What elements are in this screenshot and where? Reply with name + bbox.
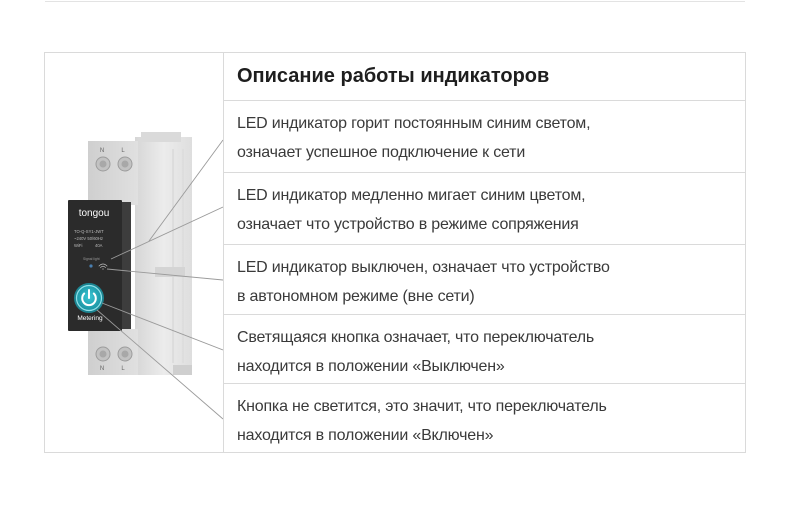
upper-terminal-label-l: L — [121, 148, 125, 154]
upper-terminal-label-n: N — [99, 148, 105, 154]
voltage-rating: ~240V 50/60Hz — [74, 236, 103, 241]
indicator-row-5 — [224, 384, 745, 452]
brand-logo: tongou — [78, 208, 110, 219]
row-5-line-1: Кнопка не светится, это значит, что переключатель — [237, 398, 607, 415]
row-2-line-1: LED индикатор медленно мигает синим цветом, — [237, 187, 586, 204]
upper-terminal-block — [88, 141, 138, 205]
device-top-hump — [141, 132, 181, 142]
front-cover-side — [122, 202, 131, 329]
row-1-line-2: означает успешное подключение к сети — [237, 144, 526, 161]
row-3-line-2: в автономном режиме (вне сети) — [237, 288, 475, 305]
page-title: Описание работы индикаторов — [237, 65, 550, 87]
wifi-label: WiFi — [74, 243, 83, 248]
device-bottom-notch — [173, 365, 192, 375]
lower-screw-n-hole — [100, 351, 107, 358]
row-3-line-1: LED индикатор выключен, означает что устройство — [237, 259, 610, 276]
row-5-line-2: находится в положении «Включен» — [237, 427, 494, 444]
metering-label: Metering — [77, 315, 103, 322]
row-1-line-1: LED индикатор горит постоянным синим светом, — [237, 115, 591, 132]
table-header — [224, 53, 745, 101]
upper-screw-n-hole — [100, 161, 107, 168]
indicator-description-table — [44, 52, 746, 453]
din-clip — [155, 267, 185, 277]
indicator-row-3 — [224, 245, 745, 315]
indicator-row-1 — [224, 101, 745, 173]
upper-screw-l-hole — [122, 161, 129, 168]
top-divider-line — [45, 1, 745, 2]
row-2-line-2: означает что устройство в режиме сопряжения — [237, 216, 579, 233]
row-4-line-1: Светящаяся кнопка означает, что переключатель — [237, 329, 595, 346]
lower-terminal-label-l: L — [121, 366, 125, 372]
breaker-device-illustration — [45, 53, 223, 452]
signal-light-label: Signal light — [83, 257, 100, 261]
led-indicator-icon — [89, 264, 92, 267]
row-4-line-2: находится в положении «Выключен» — [237, 358, 505, 375]
indicator-row-2 — [224, 173, 745, 245]
lower-screw-l-hole — [122, 351, 129, 358]
description-column — [224, 53, 745, 452]
lower-terminal-label-n: N — [99, 366, 105, 372]
device-image-cell — [45, 53, 224, 452]
current-rating: 40A — [95, 243, 103, 248]
indicator-row-4 — [224, 315, 745, 384]
model-number: TO-Q-SY1-JWT — [74, 229, 104, 234]
